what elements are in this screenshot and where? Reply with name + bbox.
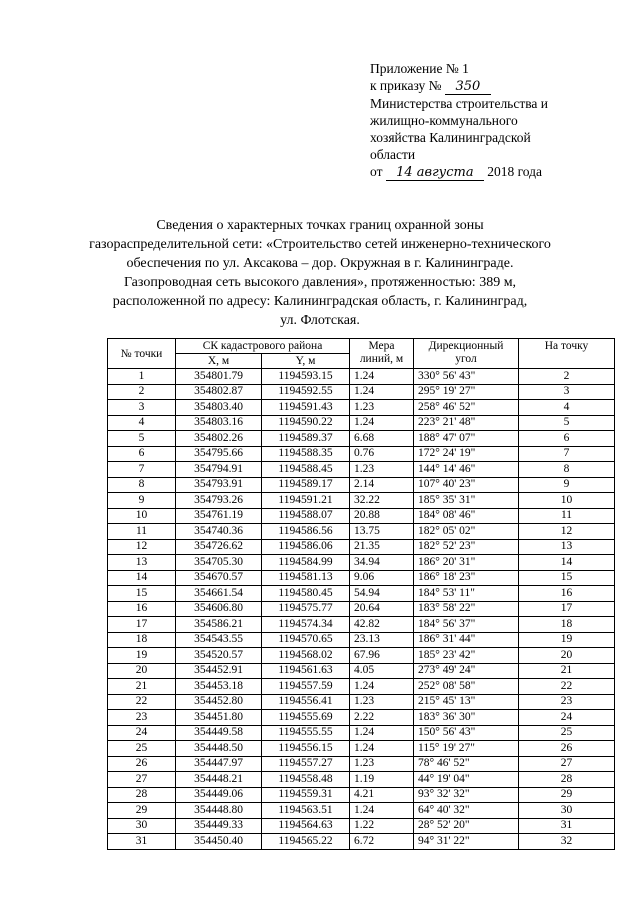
cell-direction-angle: 182° 52' 23"	[414, 539, 519, 555]
cell-line-measure: 0.76	[350, 446, 414, 462]
cell-point-number: 6	[108, 446, 176, 462]
appendix-block	[370, 60, 590, 181]
cell-x: 354449.58	[176, 725, 262, 741]
table-row	[108, 384, 615, 400]
cell-x: 354453.18	[176, 679, 262, 695]
cell-x: 354451.80	[176, 710, 262, 726]
cell-line-measure: 23.13	[350, 632, 414, 648]
title-line-6: ул. Флотская.	[280, 313, 360, 328]
cell-point-number: 3	[108, 400, 176, 416]
cell-to-point: 6	[519, 431, 615, 447]
cell-point-number: 7	[108, 462, 176, 478]
header-direction-angle	[414, 339, 519, 369]
cell-point-number: 12	[108, 539, 176, 555]
cell-x: 354449.06	[176, 787, 262, 803]
table-row	[108, 617, 615, 633]
cell-y: 1194563.51	[262, 803, 350, 819]
cell-to-point: 12	[519, 524, 615, 540]
cell-line-measure: 6.68	[350, 431, 414, 447]
cell-direction-angle: 28° 52' 20"	[414, 818, 519, 834]
cell-point-number: 26	[108, 756, 176, 772]
cell-y: 1194555.69	[262, 710, 350, 726]
cell-to-point: 24	[519, 710, 615, 726]
cell-direction-angle: 215° 45' 13"	[414, 694, 519, 710]
table-row	[108, 415, 615, 431]
cell-line-measure: 54.94	[350, 586, 414, 602]
cell-direction-angle: 186° 20' 31"	[414, 555, 519, 571]
cell-line-measure: 1.24	[350, 679, 414, 695]
table-row	[108, 679, 615, 695]
cell-line-measure: 13.75	[350, 524, 414, 540]
cell-to-point: 4	[519, 400, 615, 416]
cell-to-point: 17	[519, 601, 615, 617]
cell-to-point: 18	[519, 617, 615, 633]
cell-point-number: 13	[108, 555, 176, 571]
table-row	[108, 834, 615, 850]
cell-line-measure: 1.19	[350, 772, 414, 788]
table-row	[108, 462, 615, 478]
header-direction-line-1: Дирекционный	[428, 340, 504, 352]
cell-y: 1194591.21	[262, 493, 350, 509]
cell-line-measure: 1.24	[350, 369, 414, 385]
cell-point-number: 23	[108, 710, 176, 726]
title-line-4: Газопроводная сеть высокого давления», протяженностью: 389 м,	[123, 275, 517, 290]
cell-y: 1194586.06	[262, 539, 350, 555]
table-row	[108, 493, 615, 509]
cell-to-point: 32	[519, 834, 615, 850]
cell-to-point: 29	[519, 787, 615, 803]
table-row	[108, 725, 615, 741]
cell-y: 1194584.99	[262, 555, 350, 571]
table-row	[108, 741, 615, 757]
cell-x: 354705.30	[176, 555, 262, 571]
cell-line-measure: 4.05	[350, 663, 414, 679]
table-row	[108, 648, 615, 664]
cell-y: 1194588.35	[262, 446, 350, 462]
cell-y: 1194557.27	[262, 756, 350, 772]
cell-point-number: 29	[108, 803, 176, 819]
appendix-title: Приложение № 1	[370, 61, 469, 76]
cell-y: 1194568.02	[262, 648, 350, 664]
cell-y: 1194592.55	[262, 384, 350, 400]
table-body	[108, 369, 615, 850]
cell-y: 1194588.07	[262, 508, 350, 524]
ministry-line-4: области	[370, 147, 416, 162]
cell-to-point: 28	[519, 772, 615, 788]
cell-line-measure: 1.23	[350, 400, 414, 416]
cell-to-point: 20	[519, 648, 615, 664]
cell-x: 354452.80	[176, 694, 262, 710]
order-number-handwritten: 350	[445, 79, 491, 95]
title-line-2: газораспределительной сети: «Строительство сетей инженерно-технического	[89, 237, 551, 252]
ministry-line-2: жилищно-коммунального	[370, 113, 518, 128]
cell-point-number: 30	[108, 818, 176, 834]
cell-to-point: 19	[519, 632, 615, 648]
cell-line-measure: 9.06	[350, 570, 414, 586]
cell-point-number: 22	[108, 694, 176, 710]
cell-x: 354606.80	[176, 601, 262, 617]
cell-x: 354803.40	[176, 400, 262, 416]
header-y: Y, м	[262, 354, 350, 369]
cell-point-number: 11	[108, 524, 176, 540]
cell-y: 1194556.15	[262, 741, 350, 757]
cell-x: 354452.91	[176, 663, 262, 679]
table-row	[108, 369, 615, 385]
cell-point-number: 20	[108, 663, 176, 679]
cell-x: 354795.66	[176, 446, 262, 462]
cell-direction-angle: 144° 14' 46"	[414, 462, 519, 478]
cell-to-point: 25	[519, 725, 615, 741]
cell-y: 1194574.34	[262, 617, 350, 633]
cell-direction-angle: 94° 31' 22"	[414, 834, 519, 850]
table-row	[108, 818, 615, 834]
header-measure-line-1: Мера	[368, 340, 395, 352]
table-row	[108, 446, 615, 462]
cell-y: 1194556.41	[262, 694, 350, 710]
cell-to-point: 3	[519, 384, 615, 400]
date-prefix: от	[370, 164, 383, 179]
table-row	[108, 756, 615, 772]
cell-x: 354543.55	[176, 632, 262, 648]
cell-to-point: 9	[519, 477, 615, 493]
cell-point-number: 18	[108, 632, 176, 648]
cell-to-point: 21	[519, 663, 615, 679]
cell-line-measure: 1.23	[350, 756, 414, 772]
cell-line-measure: 34.94	[350, 555, 414, 571]
cell-point-number: 16	[108, 601, 176, 617]
cell-direction-angle: 252° 08' 58"	[414, 679, 519, 695]
cell-direction-angle: 150° 56' 43"	[414, 725, 519, 741]
cell-point-number: 19	[108, 648, 176, 664]
cell-point-number: 8	[108, 477, 176, 493]
cell-point-number: 27	[108, 772, 176, 788]
cell-direction-angle: 273° 49' 24"	[414, 663, 519, 679]
cell-line-measure: 2.22	[350, 710, 414, 726]
cell-to-point: 16	[519, 586, 615, 602]
header-point-number: № точки	[108, 339, 176, 369]
cell-line-measure: 1.23	[350, 694, 414, 710]
header-x: X, м	[176, 354, 262, 369]
cell-line-measure: 42.82	[350, 617, 414, 633]
header-to-point: На точку	[519, 339, 615, 369]
cell-x: 354794.91	[176, 462, 262, 478]
cell-to-point: 10	[519, 493, 615, 509]
cell-y: 1194565.22	[262, 834, 350, 850]
cell-to-point: 7	[519, 446, 615, 462]
cell-y: 1194564.63	[262, 818, 350, 834]
cell-x: 354761.19	[176, 508, 262, 524]
cell-direction-angle: 44° 19' 04"	[414, 772, 519, 788]
cell-line-measure: 1.24	[350, 384, 414, 400]
cell-direction-angle: 184° 56' 37"	[414, 617, 519, 633]
cell-x: 354447.97	[176, 756, 262, 772]
cell-line-measure: 32.22	[350, 493, 414, 509]
cell-point-number: 5	[108, 431, 176, 447]
cell-y: 1194555.55	[262, 725, 350, 741]
title-line-3: обеспечения по ул. Аксакова – дор. Окружная в г. Калининграде.	[126, 256, 514, 271]
cell-y: 1194581.13	[262, 570, 350, 586]
title-line-5: расположенной по адресу: Калининградская область, г. Калининград,	[112, 294, 528, 309]
table-row	[108, 477, 615, 493]
cell-point-number: 31	[108, 834, 176, 850]
table-row	[108, 555, 615, 571]
cell-direction-angle: 188° 47' 07"	[414, 431, 519, 447]
cell-to-point: 27	[519, 756, 615, 772]
cell-direction-angle: 185° 35' 31"	[414, 493, 519, 509]
cell-point-number: 24	[108, 725, 176, 741]
cell-x: 354793.26	[176, 493, 262, 509]
cell-point-number: 15	[108, 586, 176, 602]
table-row	[108, 570, 615, 586]
cell-y: 1194557.59	[262, 679, 350, 695]
cell-y: 1194561.63	[262, 663, 350, 679]
cell-direction-angle: 183° 36' 30"	[414, 710, 519, 726]
cell-point-number: 28	[108, 787, 176, 803]
cell-x: 354670.57	[176, 570, 262, 586]
cell-to-point: 15	[519, 570, 615, 586]
cell-direction-angle: 186° 31' 44"	[414, 632, 519, 648]
table-row	[108, 772, 615, 788]
cell-x: 354448.21	[176, 772, 262, 788]
cell-point-number: 21	[108, 679, 176, 695]
cell-direction-angle: 186° 18' 23"	[414, 570, 519, 586]
order-prefix: к приказу №	[370, 78, 442, 93]
cell-direction-angle: 107° 40' 23"	[414, 477, 519, 493]
cell-direction-angle: 172° 24' 19"	[414, 446, 519, 462]
cell-direction-angle: 295° 19' 27"	[414, 384, 519, 400]
cell-to-point: 13	[519, 539, 615, 555]
table-row	[108, 787, 615, 803]
cell-x: 354793.91	[176, 477, 262, 493]
cell-direction-angle: 184° 08' 46"	[414, 508, 519, 524]
cell-x: 354803.16	[176, 415, 262, 431]
table-row	[108, 694, 615, 710]
cell-direction-angle: 64° 40' 32"	[414, 803, 519, 819]
cell-line-measure: 1.22	[350, 818, 414, 834]
cell-x: 354802.87	[176, 384, 262, 400]
cell-y: 1194570.65	[262, 632, 350, 648]
cell-to-point: 31	[519, 818, 615, 834]
cell-direction-angle: 183° 58' 22"	[414, 601, 519, 617]
title-line-1: Сведения о характерных точках границ охранной зоны	[156, 218, 484, 233]
table-row	[108, 431, 615, 447]
header-cadastral-sk: СК кадастрового района	[176, 339, 350, 354]
cell-y: 1194580.45	[262, 586, 350, 602]
cell-direction-angle: 223° 21' 48"	[414, 415, 519, 431]
cell-line-measure: 67.96	[350, 648, 414, 664]
table-row	[108, 632, 615, 648]
cell-line-measure: 6.72	[350, 834, 414, 850]
cell-line-measure: 4.21	[350, 787, 414, 803]
cell-direction-angle: 330° 56' 43"	[414, 369, 519, 385]
cell-to-point: 14	[519, 555, 615, 571]
cell-line-measure: 1.24	[350, 415, 414, 431]
cell-to-point: 8	[519, 462, 615, 478]
cell-to-point: 5	[519, 415, 615, 431]
cell-y: 1194589.37	[262, 431, 350, 447]
cell-direction-angle: 182° 05' 02"	[414, 524, 519, 540]
cell-to-point: 23	[519, 694, 615, 710]
cell-x: 354801.79	[176, 369, 262, 385]
cell-x: 354448.50	[176, 741, 262, 757]
cell-line-measure: 21.35	[350, 539, 414, 555]
cell-direction-angle: 185° 23' 42"	[414, 648, 519, 664]
cell-line-measure: 1.24	[350, 741, 414, 757]
cell-direction-angle: 258° 46' 52"	[414, 400, 519, 416]
table-row	[108, 586, 615, 602]
cell-y: 1194575.77	[262, 601, 350, 617]
cell-y: 1194588.45	[262, 462, 350, 478]
ministry-line-1: Министерства строительства и	[370, 96, 549, 111]
table-row	[108, 508, 615, 524]
cell-y: 1194591.43	[262, 400, 350, 416]
cell-y: 1194590.22	[262, 415, 350, 431]
cell-line-measure: 1.24	[350, 803, 414, 819]
cell-point-number: 25	[108, 741, 176, 757]
cell-y: 1194559.31	[262, 787, 350, 803]
cell-x: 354586.21	[176, 617, 262, 633]
cell-x: 354520.57	[176, 648, 262, 664]
cell-x: 354450.40	[176, 834, 262, 850]
date-handwritten: 14 августа	[386, 165, 484, 181]
order-line	[370, 77, 590, 95]
cell-to-point: 26	[519, 741, 615, 757]
cell-point-number: 14	[108, 570, 176, 586]
cell-point-number: 17	[108, 617, 176, 633]
cell-x: 354740.36	[176, 524, 262, 540]
cell-line-measure: 1.23	[350, 462, 414, 478]
cell-point-number: 1	[108, 369, 176, 385]
cell-line-measure: 2.14	[350, 477, 414, 493]
cell-point-number: 2	[108, 384, 176, 400]
header-measure-line-2: линий, м	[359, 353, 404, 365]
cell-x: 354661.54	[176, 586, 262, 602]
coordinates-table	[107, 338, 615, 850]
header-line-measure	[350, 339, 414, 369]
table-row	[108, 710, 615, 726]
table-row	[108, 663, 615, 679]
ministry-line-3: хозяйства Калининградской	[370, 130, 531, 145]
table-row	[108, 400, 615, 416]
cell-to-point: 11	[519, 508, 615, 524]
cell-direction-angle: 115° 19' 27"	[414, 741, 519, 757]
cell-to-point: 2	[519, 369, 615, 385]
cell-x: 354449.33	[176, 818, 262, 834]
cell-direction-angle: 93° 32' 32"	[414, 787, 519, 803]
cell-direction-angle: 78° 46' 52"	[414, 756, 519, 772]
table-row	[108, 524, 615, 540]
cell-y: 1194586.56	[262, 524, 350, 540]
cell-y: 1194589.17	[262, 477, 350, 493]
cell-point-number: 9	[108, 493, 176, 509]
cell-x: 354726.62	[176, 539, 262, 555]
date-suffix: 2018 года	[487, 164, 543, 179]
header-row-1	[108, 339, 615, 354]
cell-point-number: 10	[108, 508, 176, 524]
table-row	[108, 601, 615, 617]
cell-point-number: 4	[108, 415, 176, 431]
cell-line-measure: 1.24	[350, 725, 414, 741]
cell-direction-angle: 184° 53' 11"	[414, 586, 519, 602]
cell-to-point: 22	[519, 679, 615, 695]
cell-to-point: 30	[519, 803, 615, 819]
cell-line-measure: 20.88	[350, 508, 414, 524]
cell-x: 354448.80	[176, 803, 262, 819]
cell-x: 354802.26	[176, 431, 262, 447]
cell-line-measure: 20.64	[350, 601, 414, 617]
table-row	[108, 803, 615, 819]
cell-y: 1194593.15	[262, 369, 350, 385]
date-line	[370, 163, 590, 181]
header-direction-line-2: угол	[455, 353, 477, 365]
cell-y: 1194558.48	[262, 772, 350, 788]
document-title	[80, 216, 560, 330]
table-row	[108, 539, 615, 555]
